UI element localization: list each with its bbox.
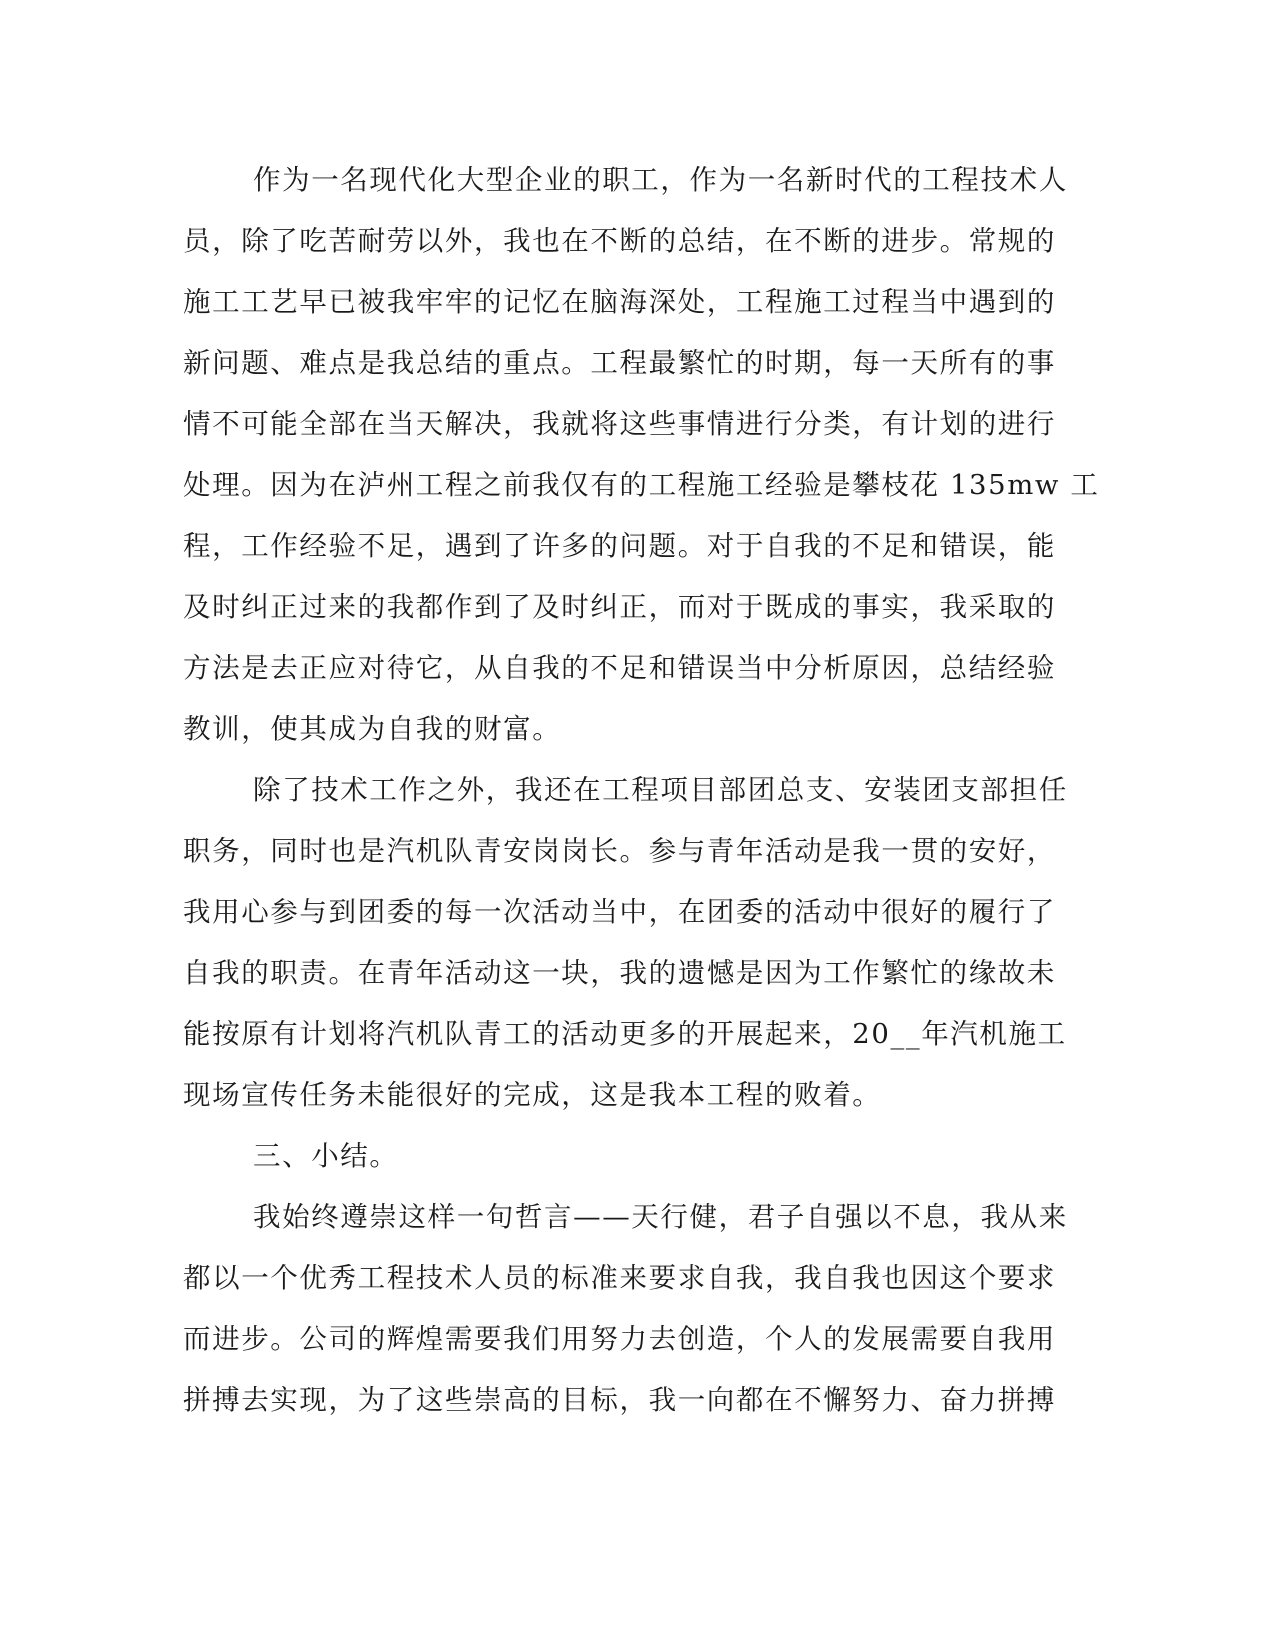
text-line: 除了技术工作之外，我还在工程项目部团总支、安装团支部担任	[253, 774, 1068, 806]
text-line: 情不可能全部在当天解决，我就将这些事情进行分类，有计划的进行	[183, 408, 1056, 440]
text-line: 而进步。公司的辉煌需要我们用努力去创造，个人的发展需要自我用	[183, 1323, 1056, 1355]
text-line: 及时纠正过来的我都作到了及时纠正，而对于既成的事实，我采取的	[183, 591, 1056, 623]
paragraph-youth-activities	[183, 760, 1068, 1126]
text-line: 员，除了吃苦耐劳以外，我也在不断的总结，在不断的进步。常规的	[183, 225, 1056, 257]
text-line: 都以一个优秀工程技术人员的标准来要求自我，我自我也因这个要求	[183, 1262, 1056, 1294]
paragraph-work-summary	[183, 150, 1100, 760]
text-line: 能按原有计划将汽机队青工的活动更多的开展起来，20__年汽机施工	[183, 1018, 1067, 1050]
text-line: 方法是去正应对待它，从自我的不足和错误当中分析原因，总结经验	[183, 652, 1056, 684]
text-line: 处理。因为在泸州工程之前我仅有的工程施工经验是攀枝花 135mw 工	[183, 469, 1100, 501]
section-heading: 三、小结。	[253, 1140, 399, 1172]
paragraph-conclusion	[183, 1187, 1068, 1431]
text-line: 现场宣传任务未能很好的完成，这是我本工程的败着。	[183, 1079, 882, 1111]
text-line: 职务，同时也是汽机队青安岗岗长。参与青年活动是我一贯的安好，	[183, 835, 1056, 867]
document-body	[183, 150, 1100, 1431]
section-heading-summary	[183, 1126, 1033, 1187]
text-line: 我始终遵崇这样一句哲言——天行健，君子自强以不息，我从来	[253, 1201, 1068, 1233]
text-line: 程，工作经验不足，遇到了许多的问题。对于自我的不足和错误，能	[183, 530, 1056, 562]
text-line: 施工工艺早已被我牢牢的记忆在脑海深处，工程施工过程当中遇到的	[183, 286, 1056, 318]
text-line: 教训，使其成为自我的财富。	[183, 713, 562, 745]
text-line: 拼搏去实现，为了这些崇高的目标，我一向都在不懈努力、奋力拼搏	[183, 1384, 1056, 1416]
text-line: 我用心参与到团委的每一次活动当中，在团委的活动中很好的履行了	[183, 896, 1056, 928]
text-line: 作为一名现代化大型企业的职工，作为一名新时代的工程技术人	[253, 164, 1068, 196]
text-line: 新问题、难点是我总结的重点。工程最繁忙的时期，每一天所有的事	[183, 347, 1056, 379]
text-line: 自我的职责。在青年活动这一块，我的遗憾是因为工作繁忙的缘故未	[183, 957, 1056, 989]
